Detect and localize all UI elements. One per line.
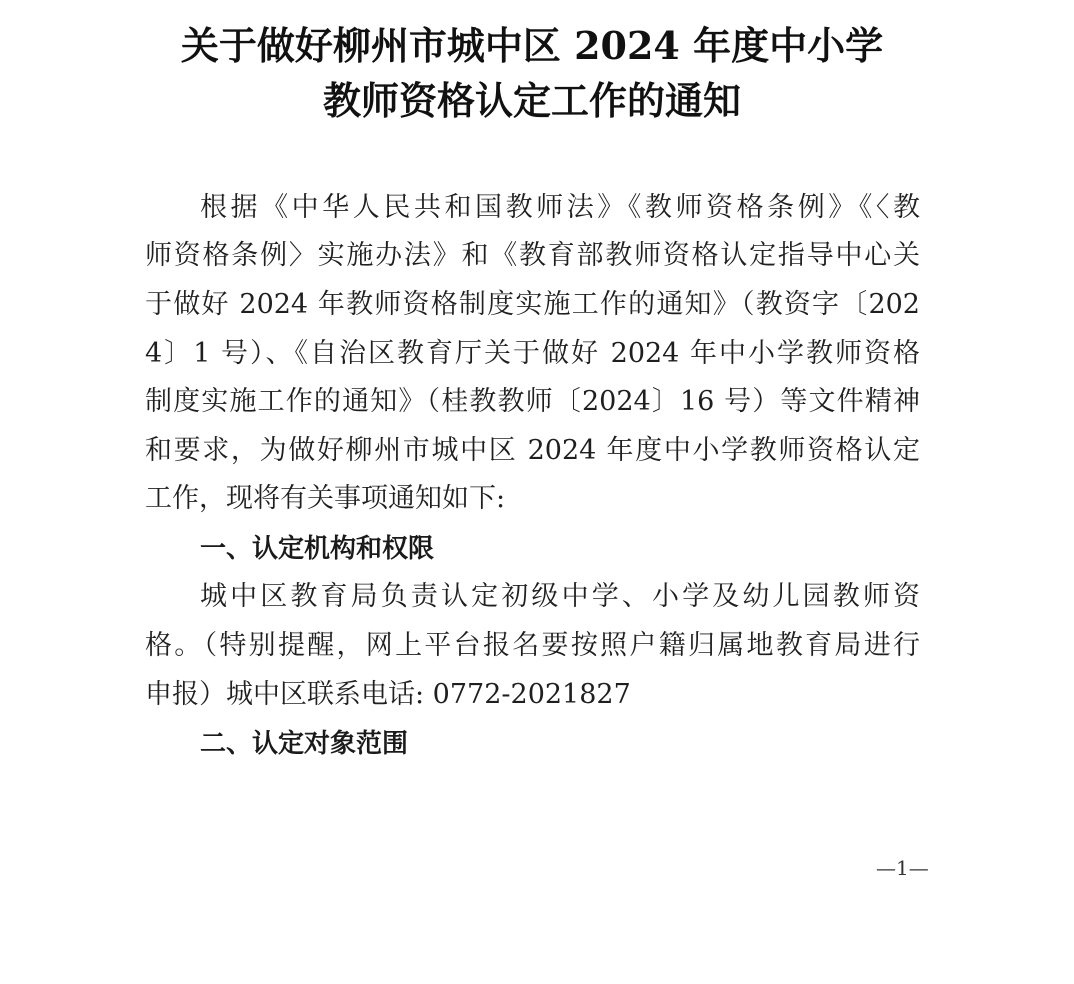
intro-paragraph-line: 和要求，为做好柳州市城中区 2024 年度中小学教师资格认定	[145, 435, 920, 466]
intro-paragraph-line: 工作，现将有关事项通知如下:	[145, 483, 506, 514]
intro-paragraph-line: 制度实施工作的通知》（桂教教师〔2024〕16 号）等文件精神	[145, 386, 920, 417]
intro-paragraph-line: 师资格条例〉实施办法》和《教育部教师资格认定指导中心关	[145, 240, 920, 271]
section1-paragraph-line: 格。（特别提醒，网上平台报名要按照户籍归属地教育局进行	[145, 630, 920, 661]
section-heading-1: 一、认定机构和权限	[200, 534, 435, 564]
section1-paragraph-line: 城中区教育局负责认定初级中学、小学及幼儿园教师资	[200, 581, 920, 612]
intro-paragraph-line: 4〕1 号）、《自治区教育厅关于做好 2024 年中小学教师资格	[145, 338, 920, 369]
section1-paragraph-line: 申报）城中区联系电话: 0772-2021827	[145, 679, 631, 710]
intro-paragraph-line: 于做好 2024 年教师资格制度实施工作的通知》（教资字〔202	[145, 289, 920, 320]
intro-paragraph-line: 根据《中华人民共和国教师法》《教师资格条例》《〈教	[200, 192, 920, 223]
document-title-line-2: 教师资格认定工作的通知	[322, 78, 741, 123]
page-number: —1—	[876, 856, 929, 880]
document-title-line-1: 关于做好柳州市城中区 2024 年度中小学	[180, 23, 884, 68]
section-heading-2: 二、认定对象范围	[200, 729, 409, 759]
